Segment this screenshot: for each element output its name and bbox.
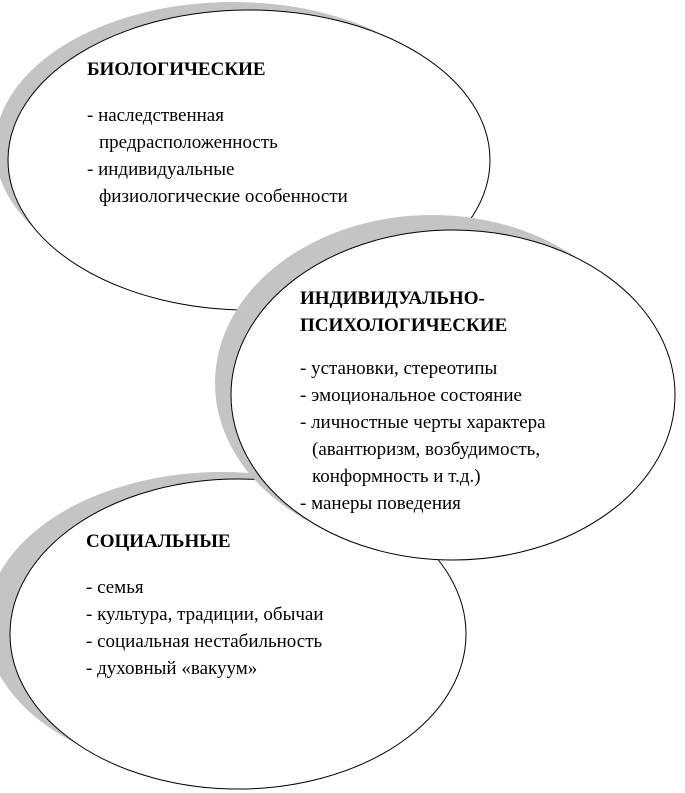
social-title: СОЦИАЛЬНЫЕ [86,531,231,552]
list-item [86,601,324,628]
list-item [300,490,546,517]
list-item [86,655,324,682]
item-text: - установки, стереотипы [300,358,498,379]
biological-items [87,102,348,210]
item-text: - культура, традиции, обычаи [86,604,324,625]
psychological-title-line-2: ПСИХОЛОГИЧЕСКИЕ [300,315,508,336]
item-text: - семья [86,577,144,598]
item-text-continued: предрасположенность [99,132,278,153]
item-text: - наследственная [87,105,224,126]
list-item [87,156,348,210]
list-item [300,409,546,490]
item-text: - личностные черты характера [300,412,546,433]
psychological-factors-block [300,285,546,517]
item-text: - индивидуальные [87,159,235,180]
item-text: - эмоциональное состояние [300,385,522,406]
social-items [86,574,324,682]
biological-title: БИОЛОГИЧЕСКИЕ [87,59,266,80]
item-text-continued: (авантюризм, возбудимость, [312,439,541,460]
list-item [300,355,546,382]
list-item [300,382,546,409]
social-factors-block [86,528,324,682]
biological-factors-block [87,56,348,210]
item-text: - духовный «вакуум» [86,658,258,679]
item-text: - социальная нестабильность [86,631,323,652]
list-item [86,574,324,601]
item-text: - манеры поведения [300,493,461,514]
list-item [87,102,348,156]
item-text-continued: конформность и т.д.) [312,466,481,487]
psychological-title-line-1: ИНДИВИДУАЛЬНО- [300,288,485,309]
psychological-items [300,355,546,517]
list-item [86,628,324,655]
item-text-continued: физиологические особенности [99,186,348,207]
